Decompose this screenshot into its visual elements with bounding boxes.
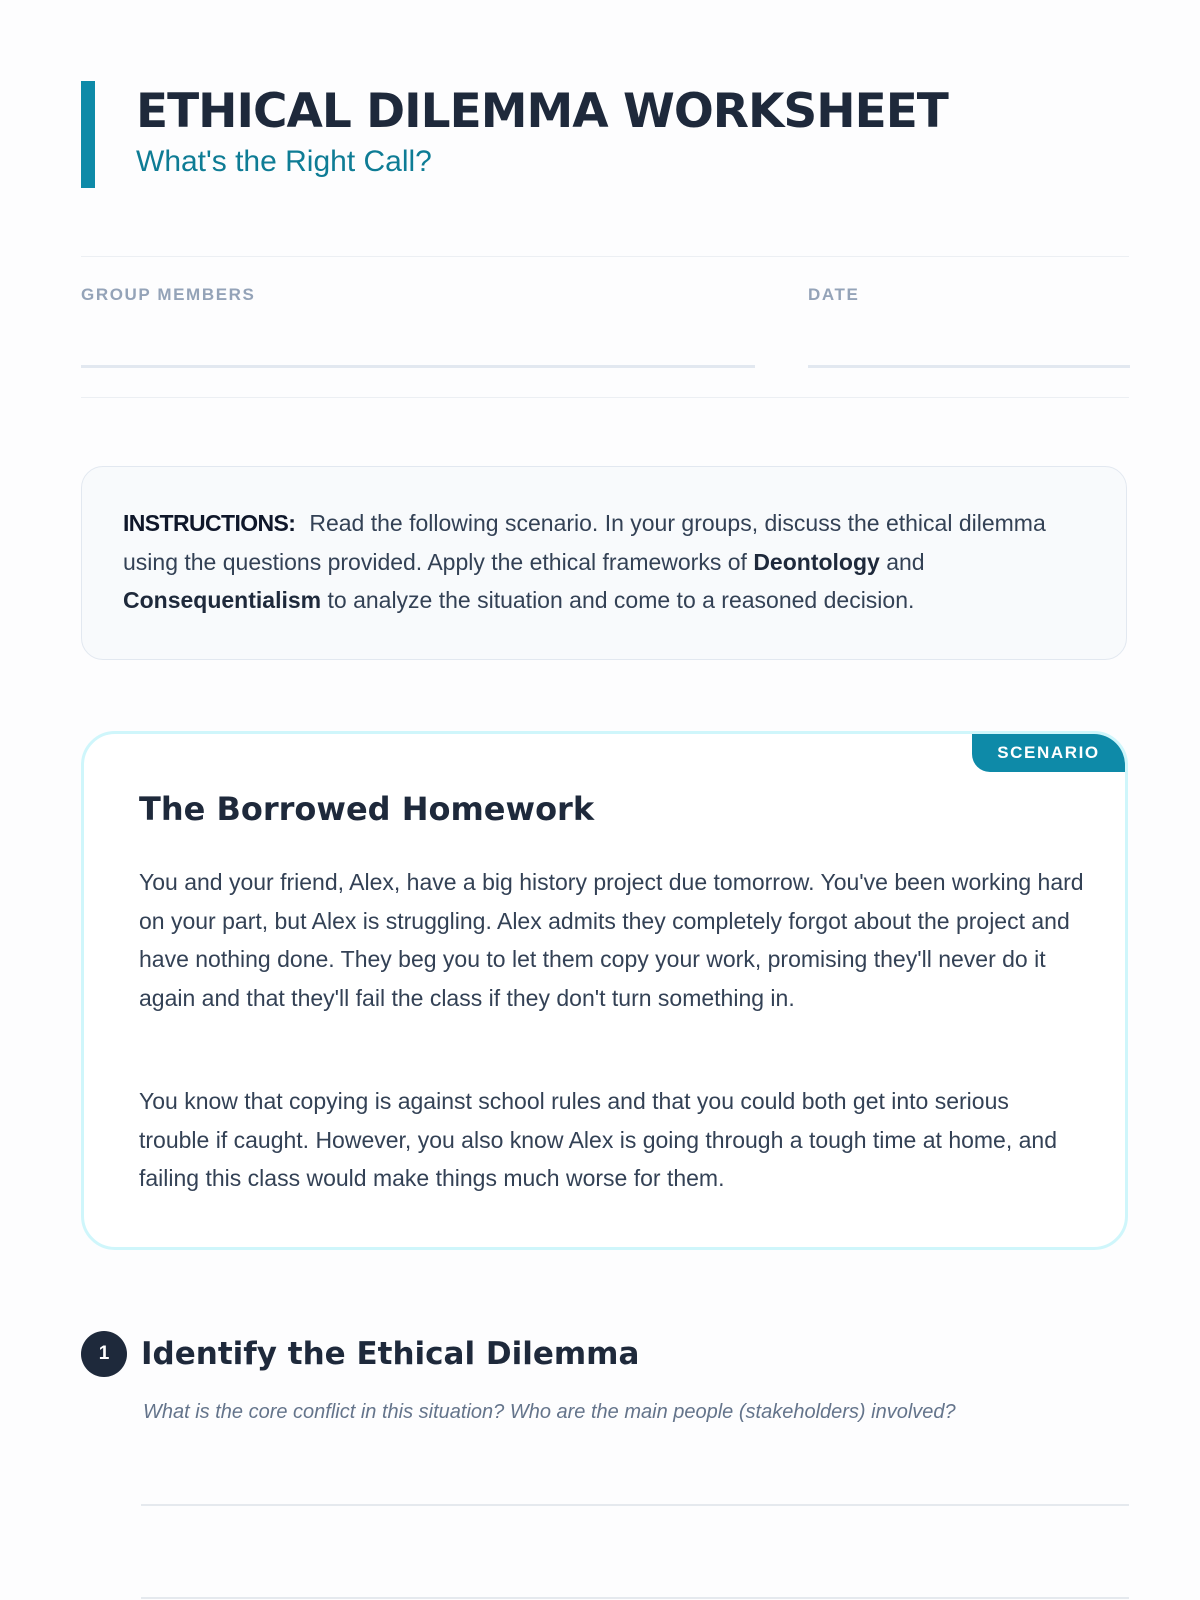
scenario-title: The Borrowed Homework (139, 790, 595, 828)
question-number-badge: 1 (81, 1331, 127, 1377)
answer-line[interactable] (141, 1504, 1129, 1506)
group-members-field[interactable] (81, 365, 755, 368)
meta-top-divider (81, 256, 1129, 257)
question-title: Identify the Ethical Dilemma (141, 1336, 640, 1372)
meta-bottom-divider (81, 397, 1129, 398)
page-subtitle: What's the Right Call? (136, 145, 432, 178)
instructions-text-1: Read the following scenario. In your groups, discuss the ethical dilemma using the questions provided. Apply the ethical frameworks of (123, 510, 1046, 575)
framework-consequentialism: Consequentialism (123, 587, 322, 613)
worksheet-header (81, 81, 1131, 188)
instructions-text-3: to analyze the situation and come to a reasoned decision. (321, 587, 915, 613)
scenario-paragraph: You and your friend, Alex, have a big history project due tomorrow. You've been working hard on your part, but Alex is struggling. Alex admits they completely forgot about the project and have nothing done. They beg you to let them copy your work, promising they'll never do it again and that they'll fail the class if they don't turn something in. (139, 869, 1084, 1011)
page-title: ETHICAL DILEMMA WORKSHEET (136, 84, 948, 139)
scenario-paragraph: You know that copying is against school rules and that you could both get into serious trouble if caught. However, you also know Alex is going through a tough time at home, and failing this class would make things much worse for them. (139, 1088, 1058, 1191)
answer-line[interactable] (141, 1597, 1129, 1599)
group-members-label: GROUP MEMBERS (81, 285, 256, 304)
instructions-text-2: and (879, 548, 925, 575)
framework-deontology: Deontology (753, 548, 880, 575)
instructions-box (81, 466, 1127, 660)
date-label: DATE (808, 285, 860, 304)
question-prompt: What is the core conflict in this situation? Who are the main people (stakeholders) involved? (143, 1401, 956, 1423)
scenario-badge: SCENARIO (972, 734, 1125, 772)
instructions-label: INSTRUCTIONS: (123, 510, 296, 536)
date-field[interactable] (808, 365, 1130, 368)
scenario-card (81, 731, 1128, 1250)
header-accent-bar (81, 81, 95, 188)
